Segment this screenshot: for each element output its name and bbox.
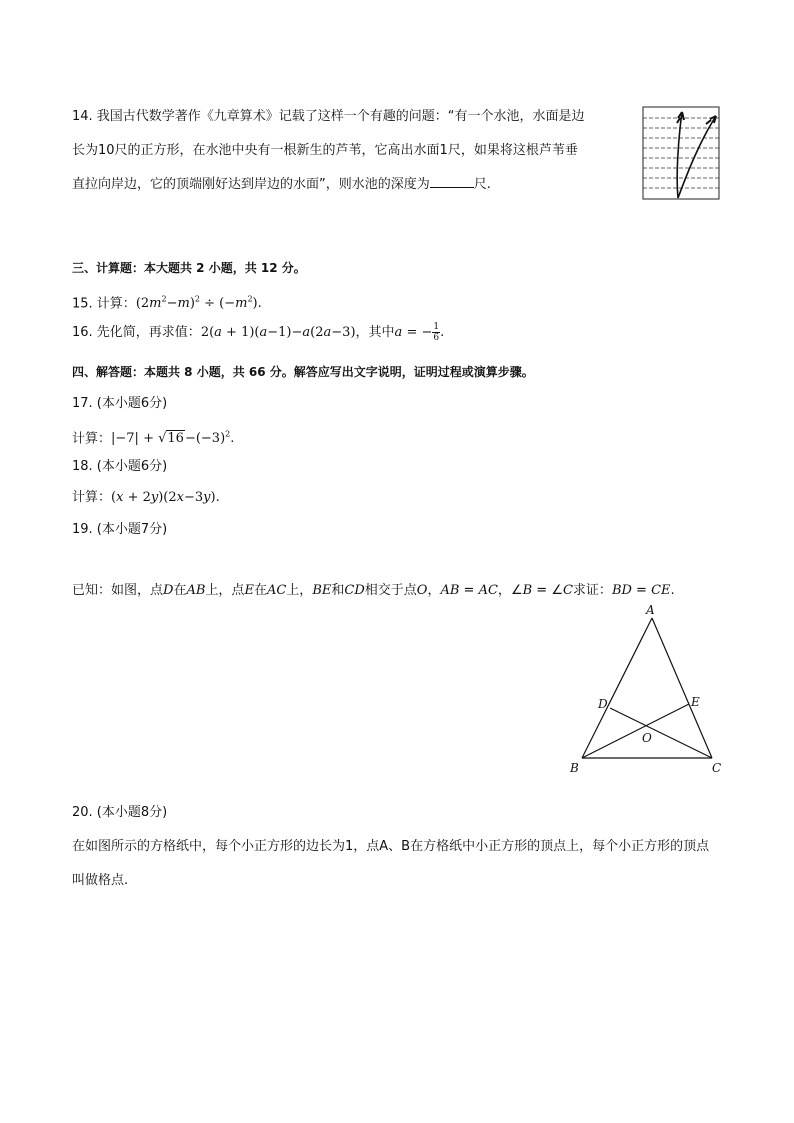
q19-head: 19. (本小题7分): [72, 522, 168, 537]
q20-head: 20. (本小题8分): [72, 805, 168, 820]
q14-line-2: 长为10尺的正方形，在水池中央有一根新生的芦苇，它高出水面1尺，如果将这根芦苇垂: [72, 143, 578, 158]
label-B: B: [570, 761, 579, 775]
q19-text-3: 上，点: [205, 583, 245, 598]
label-D: D: [598, 697, 608, 711]
q19-text-2: 在: [173, 583, 187, 598]
q15-expression: $(2m^2-m)^2 \div (-m^2)$.: [135, 295, 262, 312]
label-C: C: [712, 761, 722, 775]
answer-blank: [430, 173, 474, 188]
q18-lead: 计算：: [72, 490, 112, 505]
q19-text-10: 求证：: [572, 583, 612, 598]
q14-line-3-end: 尺.: [473, 177, 491, 192]
label-A: A: [646, 603, 655, 617]
section-4-title: 四、解答题：本题共 8 小题，共 66 分。解答应写出文字说明，证明过程或演算步骤。: [72, 365, 534, 379]
q17-expression: $|-7| + √16-(-3)^2$.: [111, 430, 235, 447]
q19-text-5: 上，: [286, 583, 313, 598]
q19-text-8: ，: [427, 583, 441, 598]
q17-head: 17. (本小题6分): [72, 396, 168, 411]
q19-text-6: 和: [331, 583, 345, 598]
q19-text-4: 在: [253, 583, 267, 598]
question-16: [72, 322, 444, 343]
section-3-title: 三、计算题：本大题共 2 小题，共 12 分。: [72, 261, 306, 275]
side-AC: [652, 618, 712, 758]
segment-BE: [582, 704, 689, 758]
q16-lead: 16. 先化简，再求值：: [72, 325, 201, 340]
q15-lead: 15. 计算：: [72, 296, 136, 312]
question-19-text: 已知：如图，点D在AB上，点E在AC上，BE和CD相交于点O，AB = AC，∠B = ∠C求证：BD = CE.: [72, 583, 675, 598]
reed-pool-figure: [642, 106, 720, 200]
q17-lead: 计算：: [72, 431, 112, 447]
q14-line-1: 14. 我国古代数学著作《九章算术》记载了这样一个有趣的问题：“有一个水池，水面是边: [72, 109, 585, 124]
q16-condition: a = − $\frac{1}{6}$ .: [394, 322, 445, 343]
q18-head: 18. (本小题6分): [72, 459, 168, 474]
segment-CD: [610, 708, 712, 758]
q16-expression: 2(a + 1)(a−1)−a(2a−3): [200, 325, 356, 340]
q14-line-3: 直拉向岸边，它的顶端刚好达到岸边的水面”，则水池的深度为: [72, 177, 430, 192]
question-17: [72, 425, 234, 449]
question-18: [72, 488, 220, 508]
label-O: O: [642, 731, 652, 745]
question-15: [72, 290, 262, 314]
label-E: E: [691, 695, 700, 709]
triangle-figure: [560, 600, 740, 780]
question-20-text: 在如图所示的方格纸中，每个小正方形的边长为1，点A、B在方格纸中小正方形的顶点上，每个小正方形的顶点叫做格点.: [72, 839, 710, 888]
q19-text-9: ，: [497, 583, 511, 598]
q18-expression: (x + 2y)(2x−3y).: [111, 490, 220, 505]
q16-mid: ，其中: [355, 325, 395, 340]
q19-text-1: 已知：如图，点: [72, 583, 164, 598]
q19-text-7: 相交于点: [364, 583, 417, 598]
question-14: [72, 100, 632, 202]
